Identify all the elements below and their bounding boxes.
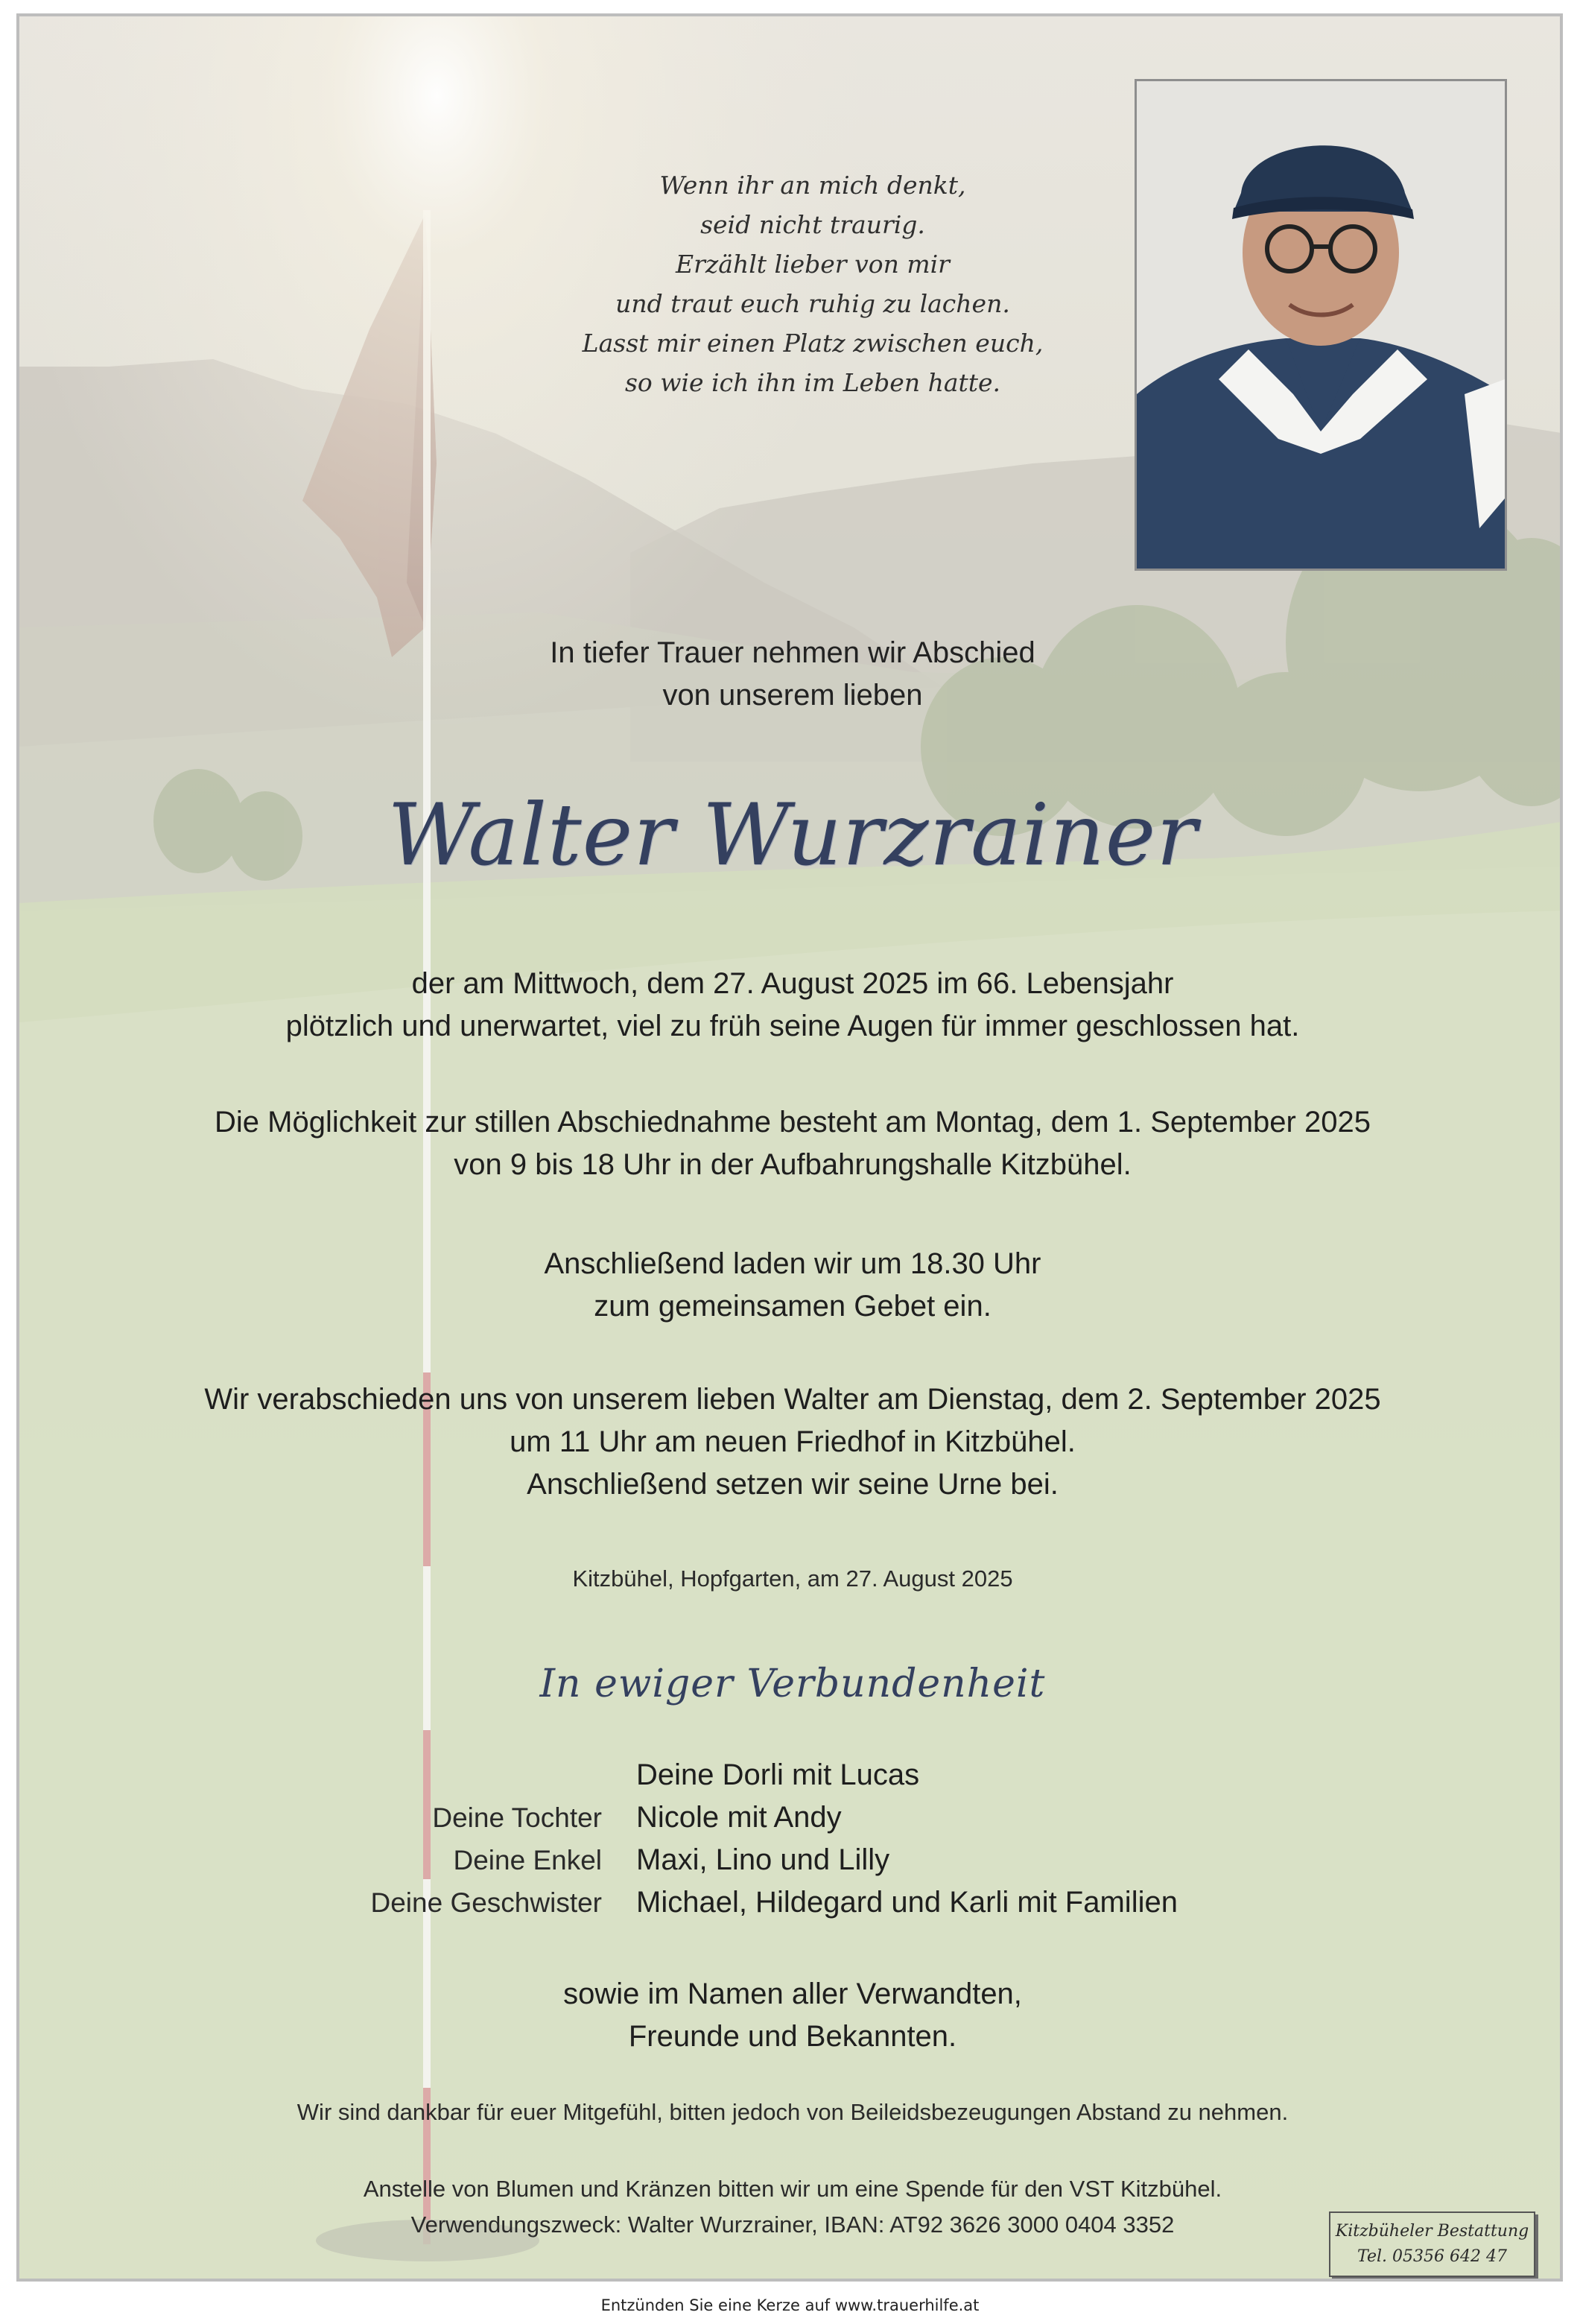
mourner-row: [19, 1881, 1563, 1924]
poem: [429, 165, 1196, 402]
mourner-row: [19, 1754, 1563, 1796]
poem-line: Wenn ihr an mich denkt,: [659, 171, 966, 200]
donation-line: Verwendungszweck: Walter Wurzrainer, IBAN: AT92 3626 3000 0404 3352: [410, 2211, 1175, 2238]
funeral-line: Wir verabschieden uns von unserem lieben Walter am Dienstag, dem 2. September 2025: [204, 1383, 1381, 1416]
mourner-row: [19, 1796, 1563, 1839]
prayer-info: [19, 1243, 1563, 1328]
intro-line: In tiefer Trauer nehmen wir Abschied: [550, 636, 1035, 669]
mourner-role: Deine Geschwister: [370, 1887, 602, 1918]
funeral-line: um 11 Uhr am neuen Friedhof in Kitzbühel.: [510, 1425, 1076, 1458]
funeral-home-phone: Tel. 05356 642 47: [1357, 2247, 1507, 2266]
funeral-home-name: Kitzbüheler Bestattung: [1335, 2222, 1529, 2241]
death-notice-line: der am Mittwoch, dem 27. August 2025 im 66. Lebensjahr: [411, 967, 1174, 1000]
prayer-line: zum gemeinsamen Gebet ein.: [594, 1290, 992, 1323]
obituary-card: [16, 13, 1563, 2282]
donation-line: Anstelle von Blumen und Kränzen bitten wir um eine Spende für den VST Kitzbühel.: [363, 2176, 1222, 2202]
poem-line: und traut euch ruhig zu lachen.: [615, 289, 1010, 318]
viewing-line: Die Möglichkeit zur stillen Abschiednahme besteht am Montag, dem 1. September 2025: [215, 1106, 1371, 1139]
death-notice-line: plötzlich und unerwartet, viel zu früh seine Augen für immer geschlossen hat.: [285, 1010, 1300, 1042]
relatives-line: sowie im Namen aller Verwandten,: [563, 1978, 1022, 2010]
mourner-role: Deine Tochter: [432, 1802, 602, 1833]
poem-line: Lasst mir einen Platz zwischen euch,: [582, 329, 1044, 358]
intro-text: [19, 632, 1563, 717]
closing-heading: In ewiger Verbundenheit: [539, 1662, 1046, 1706]
mourner-names: Nicole mit Andy: [636, 1801, 842, 1834]
funeral-line: Anschließend setzen wir seine Urne bei.: [527, 1468, 1059, 1501]
footer-link-text[interactable]: Entzünden Sie eine Kerze auf www.trauerhilfe.at: [600, 2296, 980, 2314]
mourner-names: Michael, Hildegard und Karli mit Familien: [636, 1886, 1178, 1919]
viewing-info: [19, 1101, 1563, 1186]
death-notice: [19, 963, 1563, 1048]
viewing-line: von 9 bis 18 Uhr in der Aufbahrungshalle Kitzbühel.: [454, 1148, 1132, 1181]
deceased-name: Walter Wurzrainer: [387, 785, 1198, 884]
prayer-line: Anschließend laden wir um 18.30 Uhr: [544, 1247, 1041, 1280]
relatives-line: Freunde und Bekannten.: [628, 2020, 957, 2053]
funeral-info: [19, 1378, 1563, 1506]
relatives-note: [19, 1973, 1563, 2058]
mourner-names: Maxi, Lino und Lilly: [636, 1843, 890, 1876]
mourners-list: [19, 1754, 1563, 1924]
mourner-names: Deine Dorli mit Lucas: [636, 1758, 920, 1791]
place-date: Kitzbühel, Hopfgarten, am 27. August 2025: [572, 1565, 1013, 1592]
poem-line: Erzählt lieber von mir: [676, 250, 950, 279]
mourner-role: Deine Enkel: [453, 1845, 602, 1875]
poem-line: seid nicht traurig.: [700, 210, 925, 239]
condolence-note: Wir sind dankbar für euer Mitgefühl, bitten jedoch von Beileidsbezeugungen Abstand zu nehmen.: [296, 2099, 1289, 2125]
mourner-row: [19, 1839, 1563, 1881]
portrait-photo: [1135, 79, 1507, 571]
intro-line: von unserem lieben: [662, 679, 923, 712]
poem-line: so wie ich ihn im Leben hatte.: [624, 368, 1001, 397]
funeral-home-stamp: [1329, 2211, 1535, 2277]
